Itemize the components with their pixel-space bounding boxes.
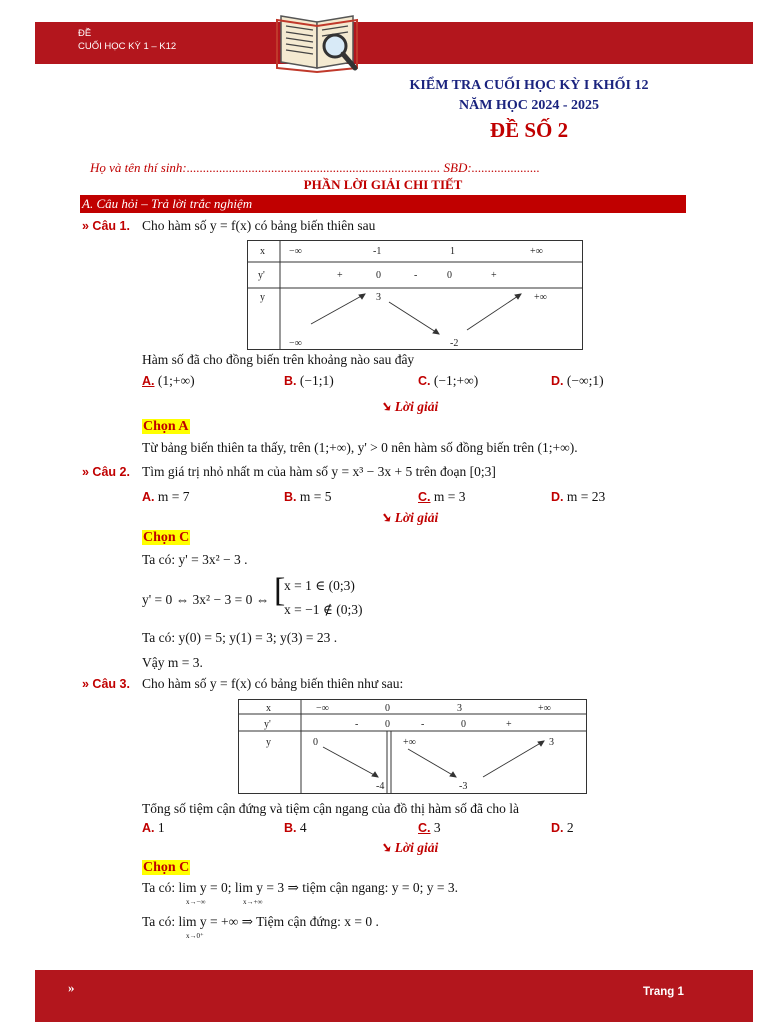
- q1-solution-label: Lời giải: [394, 399, 439, 414]
- q2-solution-line1: Ta có: y' = 3x² − 3 .: [142, 552, 248, 567]
- q3-x-head: x: [266, 703, 271, 714]
- q2-option-a[interactable]: [142, 489, 190, 505]
- q3-y-m3: -3: [459, 781, 468, 792]
- q2-option-d-value: m = 23: [566, 489, 606, 504]
- q3-y-m4: -4: [376, 781, 385, 792]
- q1-x-head: x: [260, 246, 265, 257]
- q2-option-c[interactable]: [418, 489, 466, 505]
- q1-yp-zero2: 0: [447, 270, 452, 281]
- q3-yp-minus2: -: [421, 719, 425, 730]
- q1-yp-zero1: 0: [376, 270, 381, 281]
- q2-option-c-value: m = 3: [433, 489, 466, 504]
- page-number: Trang 1: [643, 986, 684, 998]
- q3-choice: Chọn C: [143, 860, 190, 875]
- header-line1: ĐỀ: [78, 28, 92, 39]
- q2-solution-line4: Vậy m = 3.: [142, 655, 203, 670]
- q1-yp-minus: -: [414, 270, 418, 281]
- q1-x-pinf: +∞: [530, 246, 543, 257]
- q1-option-d-value: (−∞;1): [566, 373, 604, 388]
- q1-yp-head: y': [258, 270, 265, 281]
- q1-option-b-letter: B.: [284, 374, 297, 388]
- q1-x-1: 1: [450, 246, 455, 257]
- q1-yp-plus2: +: [491, 270, 497, 281]
- q3-option-c-value: 3: [433, 820, 441, 835]
- question-3-text: Cho hàm số y = f(x) có bảng biến thiên như sau:: [142, 676, 404, 691]
- q1-option-c[interactable]: [418, 373, 478, 389]
- question-3-prompt: Tổng số tiệm cận đứng và tiệm cận ngang của đồ thị hàm số đã cho là: [142, 801, 519, 816]
- q3-y-pinf: +∞: [403, 737, 416, 748]
- header-label: [78, 27, 176, 53]
- q3-solution-heading: [380, 840, 438, 856]
- q3-option-a[interactable]: [142, 820, 165, 836]
- q1-option-a[interactable]: [142, 373, 195, 389]
- q2-solution-line2: y' = 0 ⇔ 3x² − 3 = 0 ⇔: [142, 592, 270, 607]
- q2-solution-label: Lời giải: [394, 510, 439, 525]
- q1-solution-text: Từ bảng biến thiên ta thấy, trên (1;+∞), y' > 0 nên hàm số đồng biến trên (1;+∞).: [142, 440, 578, 455]
- question-1-text: Cho hàm số y = f(x) có bảng biến thiên sau: [142, 218, 376, 233]
- q1-x-ninf: −∞: [289, 246, 302, 257]
- exam-title: KIỂM TRA CUỐI HỌC KỲ I KHỐI 12: [409, 78, 649, 93]
- q3-variation-table: [238, 699, 587, 794]
- q3-option-b[interactable]: [284, 820, 307, 836]
- school-year: NĂM HỌC 2024 - 2025: [459, 98, 599, 113]
- q3-yp-plus: +: [506, 719, 512, 730]
- section-a-label: A. Câu hỏi – Trả lời trắc nghiệm: [82, 196, 253, 211]
- q3-limit-sub3: x→0⁺: [186, 932, 204, 940]
- q2-root2: x = −1 ∉ (0;3): [284, 602, 363, 617]
- q1-y-pinf: +∞: [534, 292, 547, 303]
- section-title: PHẦN LỜI GIẢI CHI TIẾT: [303, 177, 463, 192]
- q3-x-0: 0: [385, 703, 390, 714]
- book-magnifier-icon: [273, 6, 363, 76]
- student-info-line: Họ và tên thí sinh:.............................................................................. SBD:.....................: [90, 160, 540, 175]
- arrow-icon: ➘: [380, 399, 392, 414]
- q3-y-3: 3: [549, 737, 554, 748]
- q3-y-0: 0: [313, 737, 318, 748]
- q2-option-c-letter: C.: [418, 490, 431, 504]
- q3-solution-line2: Ta có: lim y = +∞ ⇒ Tiệm cận đứng: x = 0 .: [142, 914, 379, 929]
- question-1-prompt: Hàm số đã cho đồng biến trên khoảng nào sau đây: [142, 352, 415, 367]
- q2-solution-heading: [380, 510, 438, 526]
- q1-choice-badge: [142, 419, 190, 435]
- arrow-icon: ➘: [380, 840, 392, 855]
- question-2-text: Tìm giá trị nhỏ nhất m của hàm số y = x³ − 3x + 5 trên đoạn [0;3]: [142, 464, 496, 479]
- q3-option-d-value: 2: [566, 820, 574, 835]
- q3-option-c-letter: C.: [418, 821, 431, 835]
- q3-option-d[interactable]: [551, 820, 574, 836]
- q2-option-a-letter: A.: [142, 490, 155, 504]
- system-bracket: [: [274, 572, 286, 609]
- q1-option-b[interactable]: [284, 373, 334, 389]
- q1-y-head: y: [260, 292, 265, 303]
- q1-yp-plus1: +: [337, 270, 343, 281]
- question-1-label: » Câu 1.: [82, 219, 130, 233]
- q3-option-d-letter: D.: [551, 821, 564, 835]
- q3-y-head: y: [266, 737, 271, 748]
- q3-limit-sub1: x→−∞: [186, 898, 206, 906]
- q3-yp-minus1: -: [355, 719, 359, 730]
- question-3-label: » Câu 3.: [82, 677, 130, 691]
- q3-yp-zero2: 0: [461, 719, 466, 730]
- q1-option-a-letter: A.: [142, 374, 155, 388]
- header-line2: CUỐI HỌC KỲ 1 – K12: [78, 41, 177, 52]
- q2-solution-line3: Ta có: y(0) = 5; y(1) = 3; y(3) = 23 .: [142, 630, 338, 645]
- question-2-label: » Câu 2.: [82, 465, 130, 479]
- q3-option-c[interactable]: [418, 820, 441, 836]
- q2-choice: Chọn C: [143, 530, 190, 545]
- q2-option-d-letter: D.: [551, 490, 564, 504]
- q1-choice: Chọn A: [143, 419, 189, 434]
- exam-number: ĐỀ SỐ 2: [489, 118, 569, 142]
- q1-option-d[interactable]: [551, 373, 604, 389]
- q1-option-b-value: (−1;1): [299, 373, 334, 388]
- q3-solution-label: Lời giải: [394, 840, 439, 855]
- q3-solution-line1: Ta có: lim y = 0; lim y = 3 ⇒ tiệm cận ngang: y = 0; y = 3.: [142, 880, 459, 895]
- q3-option-b-value: 4: [299, 820, 307, 835]
- q3-limit-sub2: x→+∞: [243, 898, 263, 906]
- q2-choice-badge: [142, 530, 190, 546]
- q1-variation-table: [247, 240, 583, 350]
- q2-option-a-value: m = 7: [157, 489, 190, 504]
- q2-option-b[interactable]: [284, 489, 332, 505]
- q3-choice-badge: [142, 860, 190, 876]
- q2-root1: x = 1 ∈ (0;3): [284, 578, 355, 593]
- q1-x-m1: -1: [373, 246, 382, 257]
- arrow-icon: ➘: [380, 510, 392, 525]
- q3-option-a-letter: A.: [142, 821, 155, 835]
- q3-option-b-letter: B.: [284, 821, 297, 835]
- q3-x-3: 3: [457, 703, 462, 714]
- q1-y-ninf: −∞: [289, 338, 302, 349]
- section-a-bar: [80, 195, 686, 213]
- q3-x-ninf: −∞: [316, 703, 329, 714]
- q3-yp-zero1: 0: [385, 719, 390, 730]
- q1-solution-heading: [380, 399, 438, 415]
- q3-yp-head: y': [264, 719, 271, 730]
- q1-y-m2: -2: [450, 338, 459, 349]
- q1-option-c-letter: C.: [418, 374, 431, 388]
- q2-option-d[interactable]: [551, 489, 605, 505]
- q1-option-d-letter: D.: [551, 374, 564, 388]
- q3-x-pinf: +∞: [538, 703, 551, 714]
- q1-y-3: 3: [376, 292, 381, 303]
- q3-option-a-value: 1: [157, 820, 165, 835]
- q1-option-c-value: (−1;+∞): [433, 373, 479, 388]
- q1-option-a-value: (1;+∞): [157, 373, 195, 388]
- q2-option-b-letter: B.: [284, 490, 297, 504]
- q2-option-b-value: m = 5: [299, 489, 332, 504]
- footer-arrow: »: [68, 980, 75, 995]
